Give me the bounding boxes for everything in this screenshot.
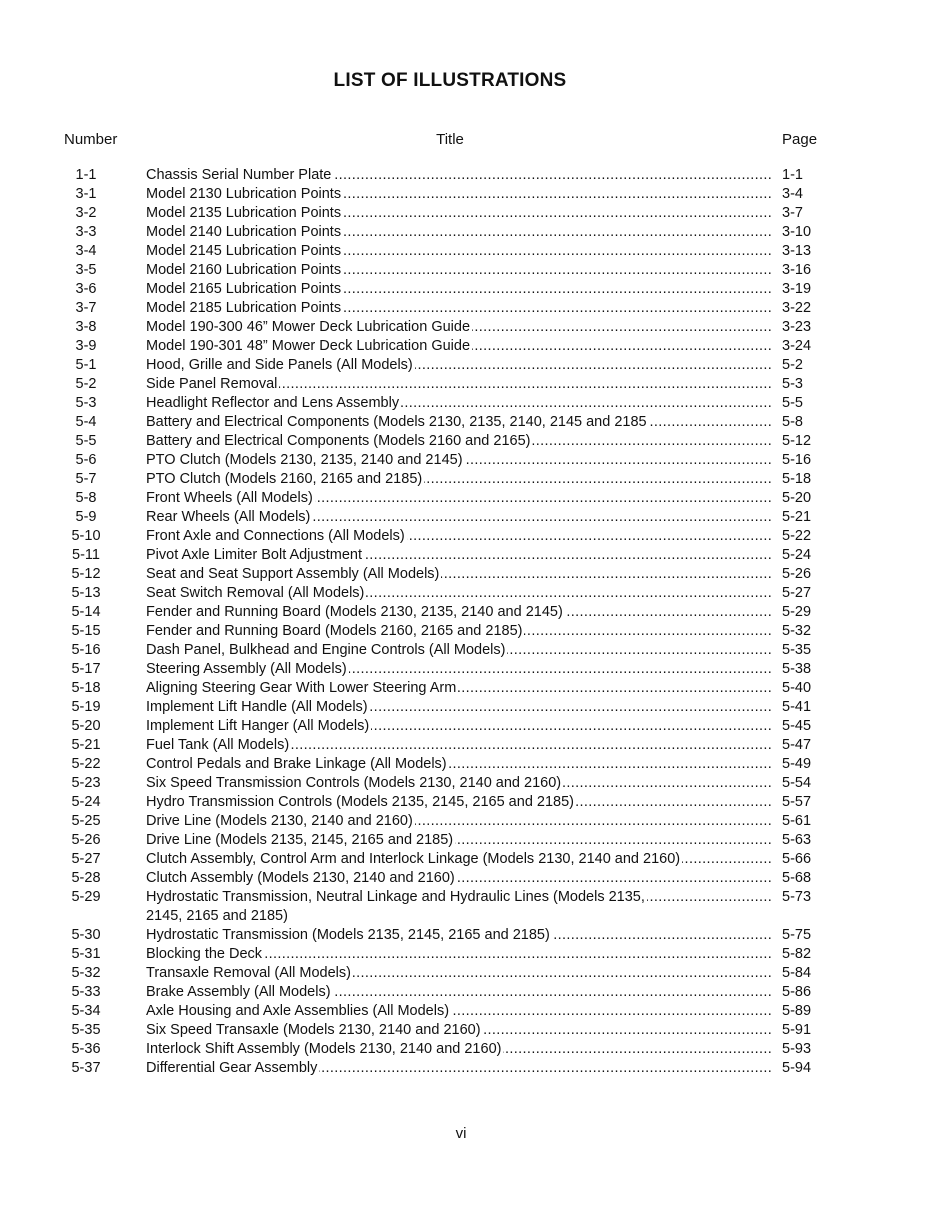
figure-number: 5-37 <box>71 1060 101 1076</box>
figure-title-leader <box>146 1059 773 1078</box>
list-item <box>0 774 935 793</box>
figure-title: Implement Lift Handle (All Models) <box>146 699 368 715</box>
list-item <box>0 888 935 926</box>
figure-title-leader <box>146 451 773 470</box>
figure-title-leader <box>146 850 773 869</box>
figure-title-leader <box>146 261 773 280</box>
figure-page: 3-24 <box>782 338 812 354</box>
figure-title: Six Speed Transmission Controls (Models 2130, 2140 and 2160) <box>146 775 562 791</box>
figure-title: Seat Switch Removal (All Models) <box>146 585 365 601</box>
figure-number: 5-8 <box>75 490 97 506</box>
figure-title: Clutch Assembly, Control Arm and Interlock Linkage (Models 2130, 2140 and 2160) <box>146 851 681 867</box>
figure-page: 5-94 <box>782 1060 812 1076</box>
list-item <box>0 223 935 242</box>
figure-title: Battery and Electrical Components (Models 2130, 2135, 2140, 2145 and 2185 <box>146 414 647 430</box>
figure-page: 5-21 <box>782 509 812 525</box>
figure-page: 5-66 <box>782 851 812 867</box>
figure-title: Battery and Electrical Components (Models 2160 and 2165) <box>146 433 531 449</box>
figure-page: 5-38 <box>782 661 812 677</box>
figure-page: 3-22 <box>782 300 812 316</box>
list-item <box>0 736 935 755</box>
figure-page: 5-40 <box>782 680 812 696</box>
figure-page: 5-45 <box>782 718 812 734</box>
list-item <box>0 755 935 774</box>
figure-title: Model 2140 Lubrication Points <box>146 224 342 240</box>
figure-title-leader <box>146 983 773 1002</box>
figure-title-leader <box>146 299 773 318</box>
list-item <box>0 812 935 831</box>
figure-title: Pivot Axle Limiter Bolt Adjustment <box>146 547 362 563</box>
figure-number: 5-20 <box>71 718 101 734</box>
figure-page: 5-54 <box>782 775 812 791</box>
figure-number: 3-5 <box>75 262 97 278</box>
figure-title-leader <box>146 223 773 242</box>
figure-number: 5-11 <box>72 547 100 563</box>
figure-page: 5-49 <box>782 756 812 772</box>
figure-number: 5-12 <box>71 566 101 582</box>
figure-page: 5-63 <box>782 832 812 848</box>
list-item <box>0 337 935 356</box>
figure-title: PTO Clutch (Models 2130, 2135, 2140 and 2145) <box>146 452 463 468</box>
figure-number: 5-10 <box>71 528 101 544</box>
figure-title-leader <box>146 603 773 622</box>
figure-number: 5-14 <box>71 604 101 620</box>
figure-page: 5-5 <box>782 395 803 411</box>
figure-title: Transaxle Removal (All Models) <box>146 965 351 981</box>
figure-title: Side Panel Removal <box>146 376 278 392</box>
figure-title-leader <box>146 1002 773 1021</box>
list-item <box>0 261 935 280</box>
figure-number: 5-4 <box>75 414 97 430</box>
figure-page: 3-23 <box>782 319 812 335</box>
figure-page: 5-16 <box>782 452 812 468</box>
figure-number: 3-8 <box>75 319 97 335</box>
list-item <box>0 451 935 470</box>
figure-title-leader <box>146 717 773 736</box>
figure-number: 5-9 <box>75 509 97 525</box>
list-item <box>0 698 935 717</box>
figure-number: 3-4 <box>75 243 97 259</box>
figure-page: 5-22 <box>782 528 812 544</box>
figure-title: Model 2185 Lubrication Points <box>146 300 342 316</box>
figure-title-leader <box>146 698 773 717</box>
figure-number: 3-2 <box>75 205 97 221</box>
figure-number: 5-26 <box>71 832 101 848</box>
figure-title-leader <box>146 812 773 831</box>
figure-number: 3-6 <box>75 281 97 297</box>
figure-number: 3-7 <box>75 300 97 316</box>
list-item <box>0 1040 935 1059</box>
list-item <box>0 242 935 261</box>
figure-page: 5-61 <box>782 813 812 829</box>
figure-title-leader <box>146 166 773 185</box>
figure-number: 5-2 <box>75 376 97 392</box>
figure-title-leader <box>146 888 773 907</box>
figure-title: Axle Housing and Axle Assemblies (All Models) <box>146 1003 450 1019</box>
figure-title-leader <box>146 204 773 223</box>
figure-title-leader <box>146 584 773 603</box>
figure-title: Model 2160 Lubrication Points <box>146 262 342 278</box>
figure-title: Hydro Transmission Controls (Models 2135, 2145, 2165 and 2185) <box>146 794 574 810</box>
figure-title: Model 2130 Lubrication Points <box>146 186 342 202</box>
list-item <box>0 945 935 964</box>
figure-page: 5-26 <box>782 566 812 582</box>
figure-page: 5-12 <box>782 433 812 449</box>
list-item <box>0 584 935 603</box>
figure-page: 5-82 <box>782 946 812 962</box>
figure-page: 3-16 <box>782 262 812 278</box>
figure-number: 5-36 <box>71 1041 101 1057</box>
figure-title: Headlight Reflector and Lens Assembly <box>146 395 400 411</box>
list-item <box>0 375 935 394</box>
figure-title-leader <box>146 527 773 546</box>
list-item <box>0 603 935 622</box>
figure-title-leader <box>146 869 773 888</box>
list-item <box>0 527 935 546</box>
figure-number: 5-17 <box>71 661 101 677</box>
figure-page: 3-19 <box>782 281 812 297</box>
figure-title: Steering Assembly (All Models) <box>146 661 347 677</box>
list-item <box>0 280 935 299</box>
figure-title-leader <box>146 413 773 432</box>
list-item <box>0 983 935 1002</box>
figure-title: Aligning Steering Gear With Lower Steering Arm <box>146 680 457 696</box>
figure-title-leader <box>146 185 773 204</box>
figure-page: 3-4 <box>782 186 803 202</box>
figure-title: Model 2135 Lubrication Points <box>146 205 342 221</box>
figure-number: 5-22 <box>71 756 101 772</box>
figure-number: 5-6 <box>75 452 97 468</box>
figure-title: Rear Wheels (All Models) <box>146 509 311 525</box>
figure-title: Implement Lift Hanger (All Models) <box>146 718 370 734</box>
figure-title-leader <box>146 926 773 945</box>
figure-title: Control Pedals and Brake Linkage (All Models) <box>146 756 447 772</box>
figure-title: PTO Clutch (Models 2160, 2165 and 2185) <box>146 471 423 487</box>
figure-title-leader <box>146 1040 773 1059</box>
figure-title: Seat and Seat Support Assembly (All Models) <box>146 566 440 582</box>
figure-number: 5-21 <box>71 737 101 753</box>
figure-number: 5-33 <box>71 984 101 1000</box>
figure-number: 5-30 <box>71 927 101 943</box>
figure-page: 5-20 <box>782 490 812 506</box>
list-item <box>0 432 935 451</box>
list-item <box>0 717 935 736</box>
figure-title: Brake Assembly (All Models) <box>146 984 331 1000</box>
figure-number: 5-7 <box>75 471 97 487</box>
figure-title-leader <box>146 793 773 812</box>
figure-title-leader <box>146 508 773 527</box>
figure-page: 5-68 <box>782 870 812 886</box>
figure-page: 5-75 <box>782 927 812 943</box>
list-item <box>0 679 935 698</box>
figure-page: 5-41 <box>782 699 812 715</box>
figure-number: 5-19 <box>71 699 101 715</box>
figure-number: 5-27 <box>71 851 101 867</box>
figure-title: Clutch Assembly (Models 2130, 2140 and 2160) <box>146 870 455 886</box>
figure-page: 1-1 <box>782 167 803 183</box>
list-item <box>0 831 935 850</box>
figure-number: 5-1 <box>75 357 97 373</box>
list-item <box>0 508 935 527</box>
list-item <box>0 546 935 565</box>
figure-number: 5-24 <box>71 794 101 810</box>
figure-title-leader <box>146 489 773 508</box>
figure-number: 5-13 <box>71 585 101 601</box>
figure-title: Model 190-301 48” Mower Deck Lubrication Guide <box>146 338 471 354</box>
figure-title-leader <box>146 964 773 983</box>
figure-number: 5-15 <box>71 623 101 639</box>
figure-page: 5-3 <box>782 376 803 392</box>
page-title: LIST OF ILLUSTRATIONS <box>333 70 567 91</box>
figure-number: 3-3 <box>75 224 97 240</box>
list-item <box>0 413 935 432</box>
figure-title-leader <box>146 622 773 641</box>
figure-title: Model 2165 Lubrication Points <box>146 281 342 297</box>
figure-page: 5-86 <box>782 984 812 1000</box>
list-item <box>0 394 935 413</box>
figure-page: 5-29 <box>782 604 812 620</box>
figure-title-leader <box>146 565 773 584</box>
figure-number: 5-31 <box>71 946 101 962</box>
page-number: vi <box>455 1125 467 1142</box>
figure-title-leader <box>146 375 773 394</box>
figure-page: 5-2 <box>782 357 803 373</box>
figure-title-leader <box>146 546 773 565</box>
figure-title: Dash Panel, Bulkhead and Engine Controls (All Models) <box>146 642 506 658</box>
figure-page: 5-18 <box>782 471 812 487</box>
figure-title: Blocking the Deck <box>146 946 263 962</box>
column-header-title: Title <box>436 131 464 148</box>
figure-page: 5-24 <box>782 547 812 563</box>
figure-number: 5-25 <box>71 813 101 829</box>
figure-title-leader <box>146 660 773 679</box>
figure-page: 3-13 <box>782 243 812 259</box>
figure-number: 5-16 <box>71 642 101 658</box>
list-item <box>0 470 935 489</box>
list-item <box>0 356 935 375</box>
list-item <box>0 1002 935 1021</box>
list-item <box>0 964 935 983</box>
figure-page: 5-73 <box>782 889 812 905</box>
figure-title-leader <box>146 470 773 489</box>
figure-title: Front Wheels (All Models) <box>146 490 313 506</box>
figure-title: Hydrostatic Transmission, Neutral Linkage and Hydraulic Lines (Models 2135, <box>146 889 645 905</box>
illustrations-list <box>0 166 935 1078</box>
figure-number: 1-1 <box>75 167 97 183</box>
list-item <box>0 869 935 888</box>
list-item <box>0 299 935 318</box>
list-item <box>0 850 935 869</box>
figure-number: 5-18 <box>71 680 101 696</box>
figure-page: 5-89 <box>782 1003 812 1019</box>
figure-number: 5-3 <box>75 395 97 411</box>
figure-title: Front Axle and Connections (All Models) <box>146 528 405 544</box>
list-item <box>0 926 935 945</box>
figure-page: 5-47 <box>782 737 812 753</box>
figure-number: 3-9 <box>75 338 97 354</box>
list-item <box>0 166 935 185</box>
list-item <box>0 185 935 204</box>
figure-title: Six Speed Transaxle (Models 2130, 2140 and 2160) <box>146 1022 481 1038</box>
figure-title: Chassis Serial Number Plate <box>146 167 332 183</box>
figure-page: 5-84 <box>782 965 812 981</box>
figure-title-leader <box>146 337 773 356</box>
figure-title: Fuel Tank (All Models) <box>146 737 290 753</box>
list-item <box>0 793 935 812</box>
column-header-number: Number <box>64 131 118 148</box>
figure-title-leader <box>146 679 773 698</box>
figure-page: 5-91 <box>782 1022 812 1038</box>
figure-number: 5-5 <box>75 433 97 449</box>
figure-title: Hydrostatic Transmission (Models 2135, 2145, 2165 and 2185) <box>146 927 550 943</box>
list-item <box>0 660 935 679</box>
figure-title-leader <box>146 1021 773 1040</box>
figure-page: 5-8 <box>782 414 803 430</box>
figure-page: 5-93 <box>782 1041 812 1057</box>
figure-page: 3-7 <box>782 205 803 221</box>
list-item <box>0 489 935 508</box>
figure-title-leader <box>146 945 773 964</box>
figure-page: 5-32 <box>782 623 812 639</box>
figure-number: 5-35 <box>71 1022 101 1038</box>
figure-title-leader <box>146 831 773 850</box>
figure-number: 5-23 <box>71 775 101 791</box>
figure-title-leader <box>146 736 773 755</box>
figure-title: Hood, Grille and Side Panels (All Models) <box>146 357 413 373</box>
figure-title: Interlock Shift Assembly (Models 2130, 2140 and 2160) <box>146 1041 502 1057</box>
figure-title: Differential Gear Assembly <box>146 1060 318 1076</box>
figure-title: Model 190-300 46” Mower Deck Lubrication Guide <box>146 319 471 335</box>
figure-title: Fender and Running Board (Models 2160, 2165 and 2185) <box>146 623 523 639</box>
figure-number: 5-28 <box>71 870 101 886</box>
figure-title-leader <box>146 356 773 375</box>
figure-title: Drive Line (Models 2135, 2145, 2165 and 2185) <box>146 832 454 848</box>
list-item <box>0 1059 935 1078</box>
list-item <box>0 565 935 584</box>
figure-number: 5-29 <box>71 889 101 905</box>
column-header-page: Page <box>782 131 818 148</box>
figure-title-leader <box>146 280 773 299</box>
figure-title-leader <box>146 774 773 793</box>
figure-title-leader <box>146 432 773 451</box>
figure-page: 5-27 <box>782 585 812 601</box>
figure-number: 5-32 <box>71 965 101 981</box>
figure-number: 5-34 <box>71 1003 101 1019</box>
figure-page: 3-10 <box>782 224 812 240</box>
figure-number: 3-1 <box>75 186 97 202</box>
list-item <box>0 318 935 337</box>
figure-title-leader <box>146 755 773 774</box>
figure-title: Fender and Running Board (Models 2130, 2135, 2140 and 2145) <box>146 604 563 620</box>
figure-title-leader <box>146 641 773 660</box>
list-item <box>0 204 935 223</box>
figure-page: 5-57 <box>782 794 812 810</box>
figure-title-leader <box>146 242 773 261</box>
list-item <box>0 1021 935 1040</box>
figure-title-leader <box>146 394 773 413</box>
figure-title: Model 2145 Lubrication Points <box>146 243 342 259</box>
figure-page: 5-35 <box>782 642 812 658</box>
figure-title-continued: 2145, 2165 and 2185) <box>146 908 288 924</box>
list-item <box>0 641 935 660</box>
figure-title: Drive Line (Models 2130, 2140 and 2160) <box>146 813 413 829</box>
figure-title-leader <box>146 318 773 337</box>
list-item <box>0 622 935 641</box>
